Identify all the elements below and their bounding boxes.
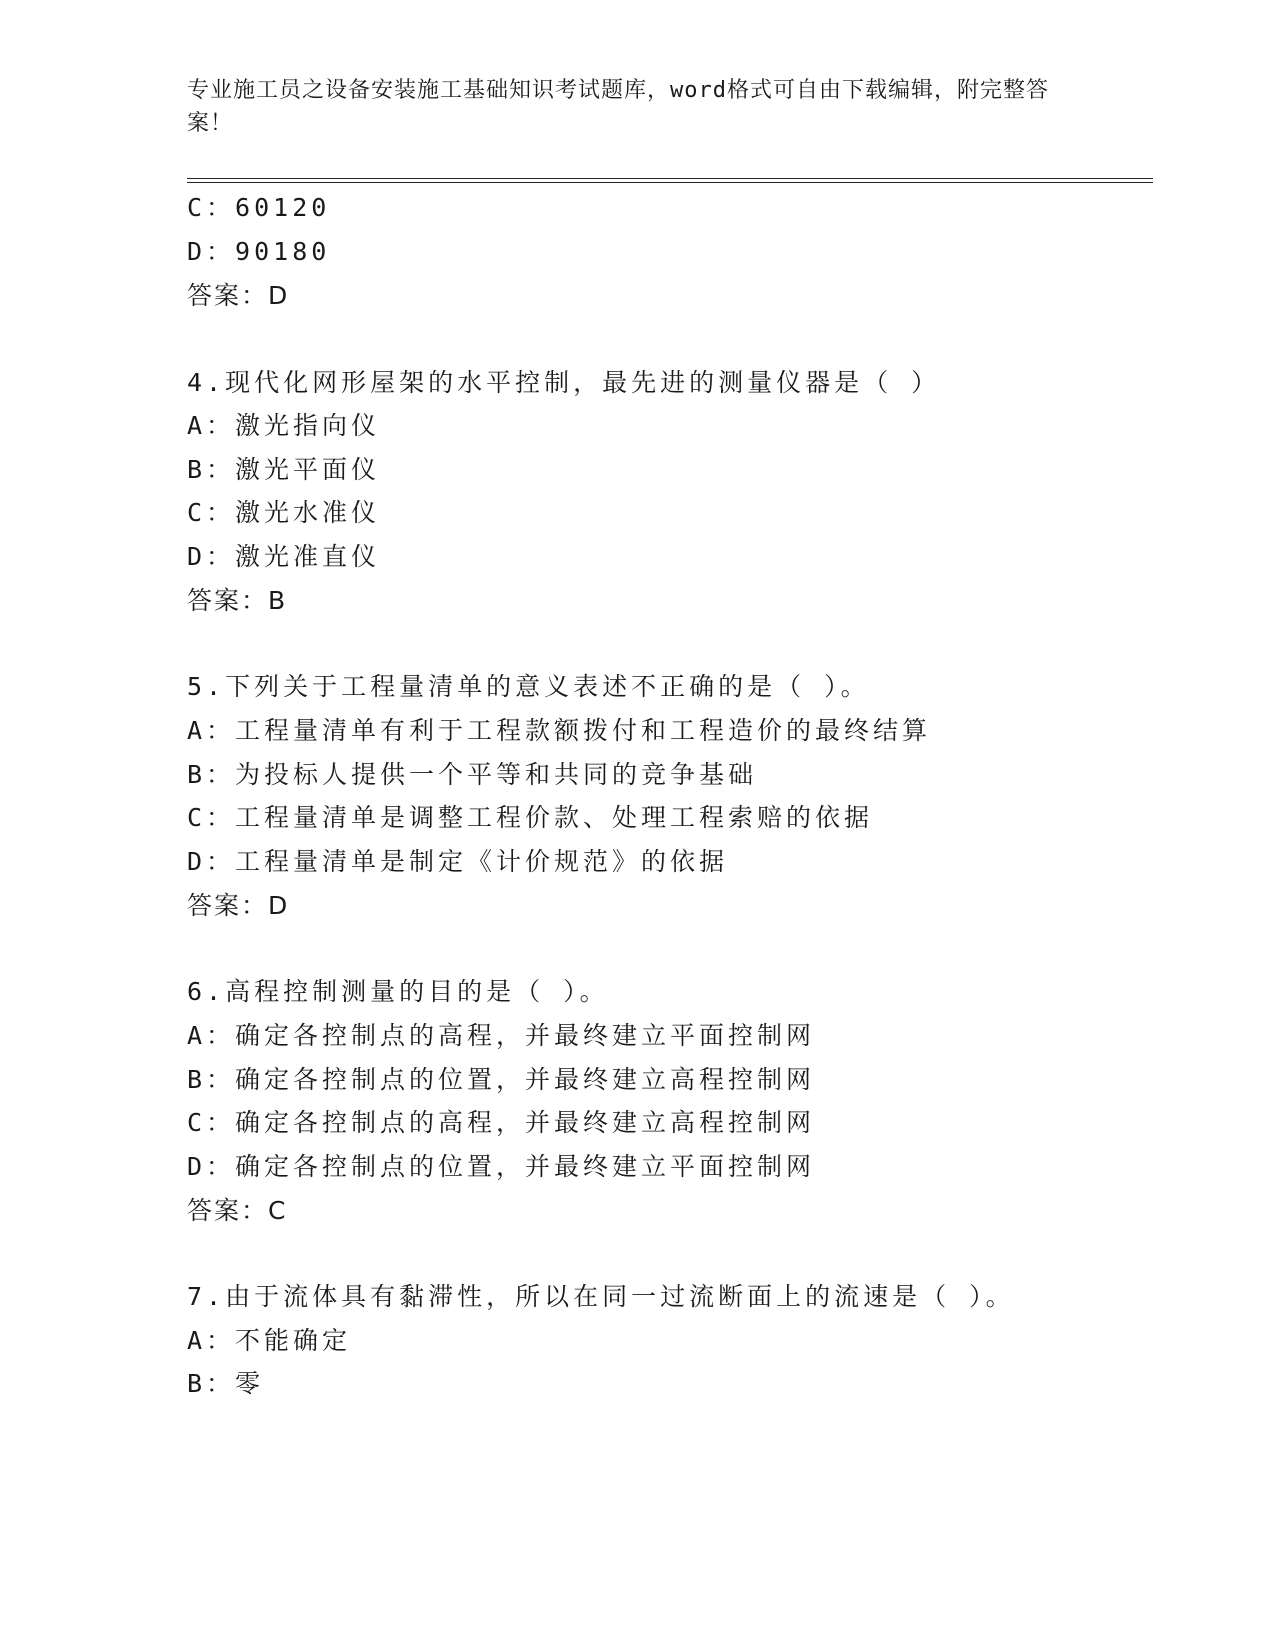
q7-stem: 7.由于流体具有黏滞性，所以在同一过流断面上的流速是（ ）。	[187, 1282, 1015, 1311]
q6-option-c: C：确定各控制点的高程，并最终建立高程控制网	[187, 1108, 816, 1137]
q3-answer: 答案：D	[187, 281, 290, 310]
q5-option-b: B：为投标人提供一个平等和共同的竞争基础	[187, 760, 758, 789]
q4-option-a: A：激光指向仪	[187, 411, 381, 440]
q5-option-d: D：工程量清单是制定《计价规范》的依据	[187, 847, 729, 876]
q6-answer: 答案：C	[187, 1196, 288, 1225]
q3-option-d: D：90180	[187, 237, 331, 266]
q4-answer: 答案：B	[187, 586, 288, 615]
q4-stem: 4.现代化网形屋架的水平控制，最先进的测量仪器是（ ）	[187, 368, 941, 397]
q5-option-a: A：工程量清单有利于工程款额拨付和工程造价的最终结算	[187, 716, 932, 745]
q3-option-c: C：60120	[187, 193, 331, 222]
header-divider-bottom	[187, 182, 1153, 183]
q5-stem: 5.下列关于工程量清单的意义表述不正确的是（ ）。	[187, 672, 870, 701]
q7-option-b: B：零	[187, 1369, 265, 1398]
q4-option-d: D：激光准直仪	[187, 542, 381, 571]
q4-option-b: B：激光平面仪	[187, 455, 381, 484]
header-divider-top	[187, 178, 1153, 179]
q5-answer: 答案：D	[187, 891, 290, 920]
q6-option-b: B：确定各控制点的位置，并最终建立高程控制网	[187, 1065, 816, 1094]
q6-stem: 6.高程控制测量的目的是（ ）。	[187, 977, 609, 1006]
q7-option-a: A：不能确定	[187, 1326, 352, 1355]
q4-option-c: C：激光水准仪	[187, 498, 381, 527]
q5-option-c: C：工程量清单是调整工程价款、处理工程索赔的依据	[187, 803, 874, 832]
document-header: 专业施工员之设备安装施工基础知识考试题库，word格式可自由下载编辑，附完整答案！	[187, 78, 1049, 136]
q6-option-a: A：确定各控制点的高程，并最终建立平面控制网	[187, 1021, 816, 1050]
q6-option-d: D：确定各控制点的位置，并最终建立平面控制网	[187, 1152, 816, 1181]
